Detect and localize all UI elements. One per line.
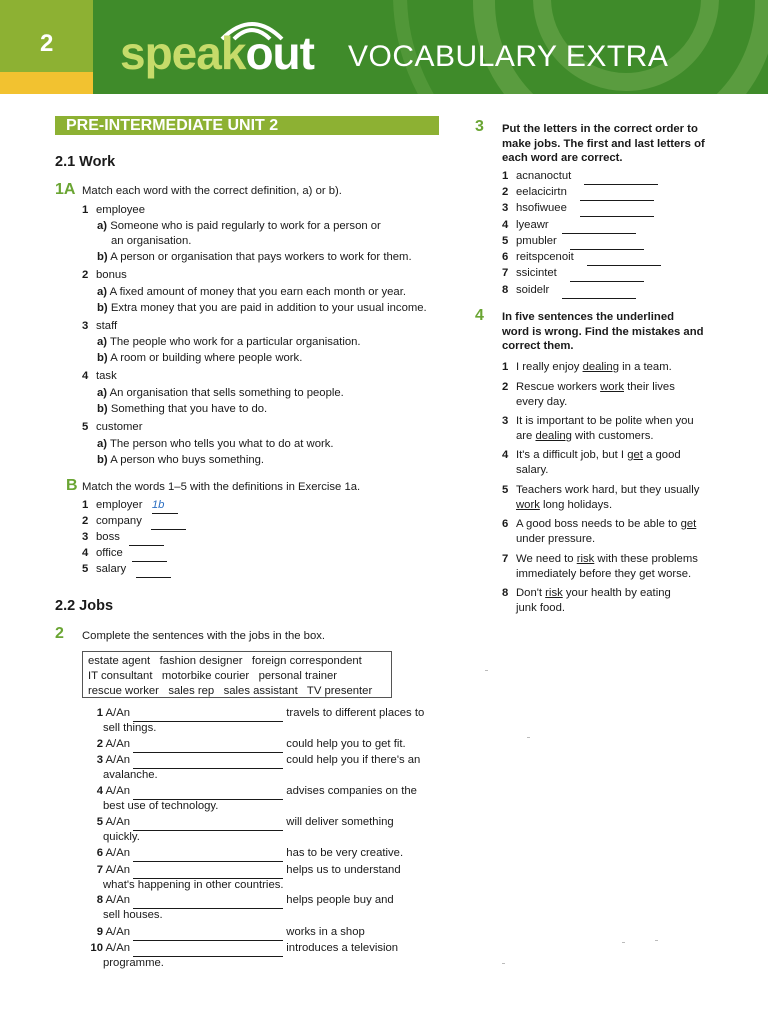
list-item: 5 Teachers work hard, but they usually [502, 484, 700, 496]
list-item-continued: under pressure. [516, 533, 596, 545]
answer-blank[interactable] [562, 218, 636, 234]
option-b: b) A person or organisation that pays workers to work for them. [97, 251, 412, 263]
list-item: 10 A/An introduces a television [82, 941, 398, 957]
list-item: 4 A/An advises companies on the [82, 784, 417, 800]
list-item: 4 task [82, 370, 117, 382]
answer-blank[interactable] [580, 201, 654, 217]
exercise-instruction: Complete the sentences with the jobs in the box. [82, 630, 326, 642]
list-item: 3 It is important to be polite when you [502, 415, 694, 427]
list-item-continued: work long holidays. [516, 499, 613, 511]
exercise-number-3: 3 [475, 118, 484, 135]
section-heading-work: 2.1 Work [55, 154, 116, 170]
list-item: 1 employer 1b [82, 498, 178, 514]
list-item-continued: avalanche. [103, 769, 158, 781]
page-header [0, 0, 768, 94]
page-number: 2 [40, 30, 54, 57]
option-b: b) A person who buys something. [97, 454, 265, 466]
list-item-continued: quickly. [103, 831, 140, 843]
answer-blank[interactable] [133, 815, 283, 831]
list-item: 6 A good boss needs to be able to get [502, 518, 697, 530]
answer-blank[interactable] [584, 169, 658, 185]
list-item-continued: salary. [516, 464, 549, 476]
answer-blank[interactable] [133, 753, 283, 769]
list-item-continued: best use of technology. [103, 800, 219, 812]
list-item: 1 I really enjoy dealing in a team. [502, 361, 672, 373]
list-item-continued: junk food. [516, 602, 565, 614]
list-item: 7 ssicintet [502, 266, 644, 282]
list-item: 2 eelacicirtn [502, 185, 654, 201]
scan-speck [527, 737, 530, 738]
list-item: 1 A/An travels to different places to [82, 706, 424, 722]
answer-blank[interactable] [587, 250, 661, 266]
answer-blank[interactable] [133, 706, 283, 722]
exercise-instruction: Match the words 1–5 with the definitions in Exercise 1a. [82, 481, 361, 493]
section-title: VOCABULARY EXTRA [348, 40, 669, 73]
scan-speck [485, 670, 488, 671]
exercise-number-4: 4 [475, 307, 484, 324]
list-item: 7 We need to risk with these problems [502, 553, 698, 565]
answer-blank[interactable] [580, 185, 654, 201]
list-item: 3 staff [82, 320, 118, 332]
answer-blank[interactable] [133, 925, 283, 941]
list-item: 2 bonus [82, 269, 127, 281]
word-box-line: IT consultant motorbike courier personal trainer [88, 669, 338, 682]
scan-speck [655, 940, 658, 941]
scan-speck [622, 942, 625, 943]
list-item: 2 A/An could help you to get fit. [82, 737, 406, 753]
list-item: 6 reitspcenoit [502, 250, 661, 266]
example-answer: 1b [152, 498, 178, 514]
exercise-instruction: Put the letters in the correct order to make jobs. The first and last letters of each word are correct. [502, 123, 705, 164]
answer-blank[interactable] [133, 846, 283, 862]
speakout-logo: speakout [120, 27, 314, 79]
list-item-continued: immediately before they get worse. [516, 568, 692, 580]
list-item-continued: sell things. [103, 722, 157, 734]
list-item: 3 hsofiwuee [502, 201, 654, 217]
exercise-number-2: 2 [55, 625, 64, 642]
list-item: 4 lyeawr [502, 218, 636, 234]
list-item: 8 soidelr [502, 283, 636, 299]
list-item-continued: programme. [103, 957, 164, 969]
list-item: 3 A/An could help you if there's an [82, 753, 420, 769]
list-item: 1 employee [82, 204, 145, 216]
exercise-number-1a: 1A [55, 181, 76, 198]
list-item: 2 company [82, 514, 186, 530]
list-item: 5 A/An will deliver something [82, 815, 394, 831]
option-a: a) The people who work for a particular organisation. [97, 336, 361, 348]
list-item: 6 A/An has to be very creative. [82, 846, 403, 862]
answer-blank[interactable] [151, 514, 186, 530]
option-a: a) The person who tells you what to do at work. [97, 438, 334, 450]
option-a-continued: an organisation. [111, 235, 192, 247]
word-box [82, 651, 392, 698]
answer-blank[interactable] [132, 546, 167, 562]
list-item-continued: are dealing with customers. [516, 430, 654, 442]
list-item: 8 Don't risk your health by eating [502, 587, 671, 599]
list-item: 5 customer [82, 421, 143, 433]
list-item: 4 office [82, 546, 167, 562]
word-box-line: estate agent fashion designer foreign correspondent [88, 655, 362, 667]
answer-blank[interactable] [570, 266, 644, 282]
list-item: 4 It's a difficult job, but I get a good [502, 449, 681, 461]
answer-blank[interactable] [133, 737, 283, 753]
list-item-continued: what's happening in other countries. [103, 879, 284, 891]
answer-blank[interactable] [129, 530, 164, 546]
option-b: b) A room or building where people work. [97, 352, 303, 364]
list-item: 5 salary [82, 562, 171, 578]
unit-title: PRE-INTERMEDIATE UNIT 2 [55, 116, 439, 135]
exercise-instruction: In five sentences the underlined word is wrong. Find the mistakes and correct them. [502, 311, 704, 352]
list-item-continued: every day. [516, 396, 568, 408]
option-a: a) Someone who is paid regularly to work for a person or [97, 220, 381, 232]
list-item: 1 acnanoctut [502, 169, 658, 185]
list-item: 2 Rescue workers work their lives [502, 381, 675, 393]
list-item: 7 A/An helps us to understand [82, 863, 401, 879]
list-item: 5 pmubler [502, 234, 644, 250]
option-b: b) Extra money that you are paid in addition to your usual income. [97, 302, 427, 314]
answer-blank[interactable] [133, 784, 283, 800]
scan-speck [502, 963, 505, 964]
option-a: a) An organisation that sells something to people. [97, 387, 344, 399]
list-item: 9 A/An works in a shop [82, 925, 365, 941]
answer-blank[interactable] [133, 863, 283, 879]
answer-blank[interactable] [133, 893, 283, 909]
exercise-instruction: Match each word with the correct definition, a) or b). [82, 185, 342, 197]
answer-blank[interactable] [136, 562, 171, 578]
answer-blank[interactable] [570, 234, 644, 250]
page-number-tab-accent [0, 72, 93, 94]
list-item: 8 A/An helps people buy and [82, 893, 394, 909]
word-box-line: rescue worker sales rep sales assistant TV presenter [88, 684, 373, 697]
list-item-continued: sell houses. [103, 909, 163, 921]
list-item: 3 boss [82, 530, 164, 546]
answer-blank[interactable] [133, 941, 283, 957]
exercise-number-1b: B [66, 477, 78, 494]
option-b: b) Something that you have to do. [97, 403, 268, 415]
answer-blank[interactable] [562, 283, 636, 299]
section-heading-jobs: 2.2 Jobs [55, 598, 114, 614]
option-a: a) A fixed amount of money that you earn each month or year. [97, 286, 406, 298]
